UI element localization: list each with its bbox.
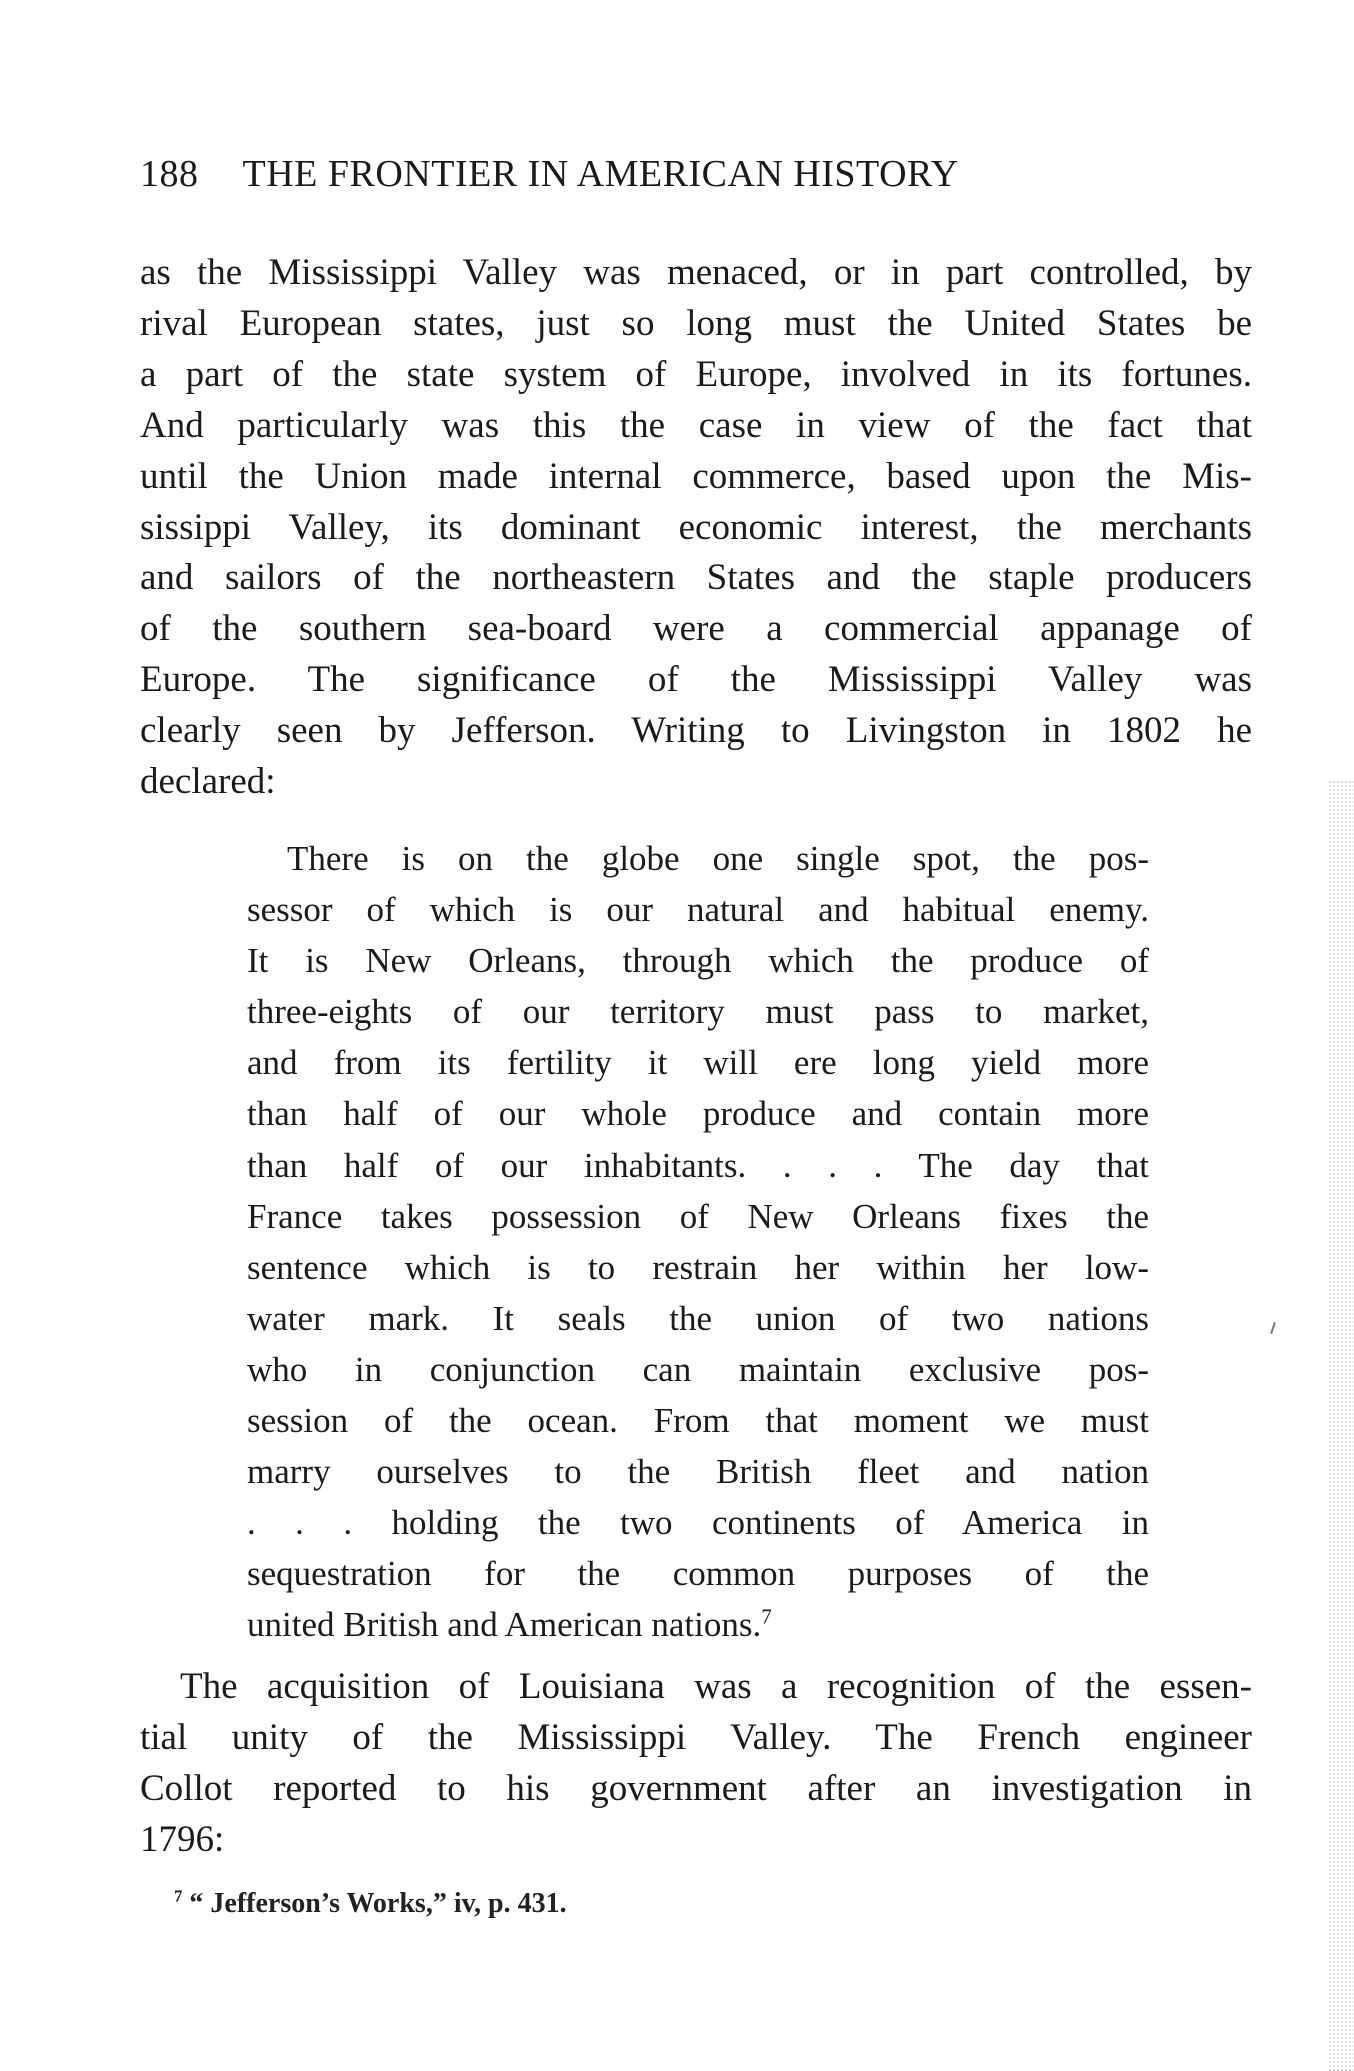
- footnote: [174, 1888, 567, 1920]
- body-paragraph-1: [140, 248, 1252, 808]
- text-line: and sailors of the northeastern States and the staple producers: [140, 557, 1252, 599]
- footnote-reference[interactable]: 7: [761, 1604, 772, 1629]
- text-line: Europe. The significance of the Mississippi Valley was: [140, 659, 1252, 701]
- quote-line: session of the ocean. From that moment we must: [247, 1401, 1149, 1441]
- quote-line: and from its fertility it will ere long yield more: [247, 1043, 1149, 1083]
- stray-ink-mark: [1270, 1322, 1276, 1334]
- text-line: 1796:: [140, 1818, 225, 1860]
- quote-line: marry ourselves to the British fleet and nation: [247, 1452, 1149, 1492]
- quote-last-line: [247, 1599, 1149, 1650]
- body-paragraph-2: [140, 1662, 1252, 1866]
- quote-line: sentence which is to restrain her within her low-: [247, 1247, 1149, 1287]
- text-line: tial unity of the Mississippi Valley. The French engineer: [140, 1716, 1252, 1758]
- page-number: 188: [140, 153, 199, 195]
- text-line: a part of the state system of Europe, involved in its fortunes.: [140, 353, 1252, 395]
- text-line: declared:: [140, 761, 276, 803]
- text-line: clearly seen by Jefferson. Writing to Livingston in 1802 he: [140, 710, 1252, 752]
- block-quotation: [247, 833, 1149, 1651]
- quote-line: three-eights of our territory must pass to market,: [247, 992, 1149, 1032]
- quote-line: sessor of which is our natural and habitual enemy.: [247, 890, 1149, 930]
- text-line: until the Union made internal commerce, based upon the Mis-: [140, 455, 1252, 497]
- quote-line: There is on the globe one single spot, the pos-: [287, 839, 1149, 878]
- scan-edge-texture: [1328, 780, 1354, 2071]
- quote-line: France takes possession of New Orleans fixes the: [247, 1196, 1149, 1236]
- quote-line: who in conjunction can maintain exclusive pos-: [247, 1349, 1149, 1389]
- quote-line: water mark. It seals the union of two nations: [247, 1298, 1149, 1338]
- quote-line: than half of our whole produce and contain more: [247, 1094, 1149, 1134]
- running-head: [140, 152, 1260, 196]
- book-title: THE FRONTIER IN AMERICAN HISTORY: [242, 153, 959, 195]
- text-line: The acquisition of Louisiana was a recognition of the essen-: [180, 1666, 1252, 1707]
- text-line: sissippi Valley, its dominant economic interest, the merchants: [140, 506, 1252, 548]
- text-line: rival European states, just so long must the United States be: [140, 302, 1252, 344]
- footnote-marker: 7: [174, 1886, 183, 1906]
- quote-line: than half of our inhabitants. . . . The day that: [247, 1145, 1149, 1185]
- text-line: of the southern sea-board were a commercial appanage of: [140, 608, 1252, 650]
- quote-line: It is New Orleans, through which the produce of: [247, 941, 1149, 981]
- quote-line: . . . holding the two continents of America in: [247, 1503, 1149, 1543]
- text-line: as the Mississippi Valley was menaced, or in part controlled, by: [140, 252, 1252, 293]
- text-line: And particularly was this the case in view of the fact that: [140, 404, 1252, 446]
- text-line: Collot reported to his government after an investigation in: [140, 1767, 1252, 1809]
- footnote-text: “ Jefferson’s Works,” iv, p. 431.: [189, 1888, 567, 1919]
- quote-line: sequestration for the common purposes of the: [247, 1554, 1149, 1594]
- quote-line: united British and American nations.: [247, 1605, 762, 1645]
